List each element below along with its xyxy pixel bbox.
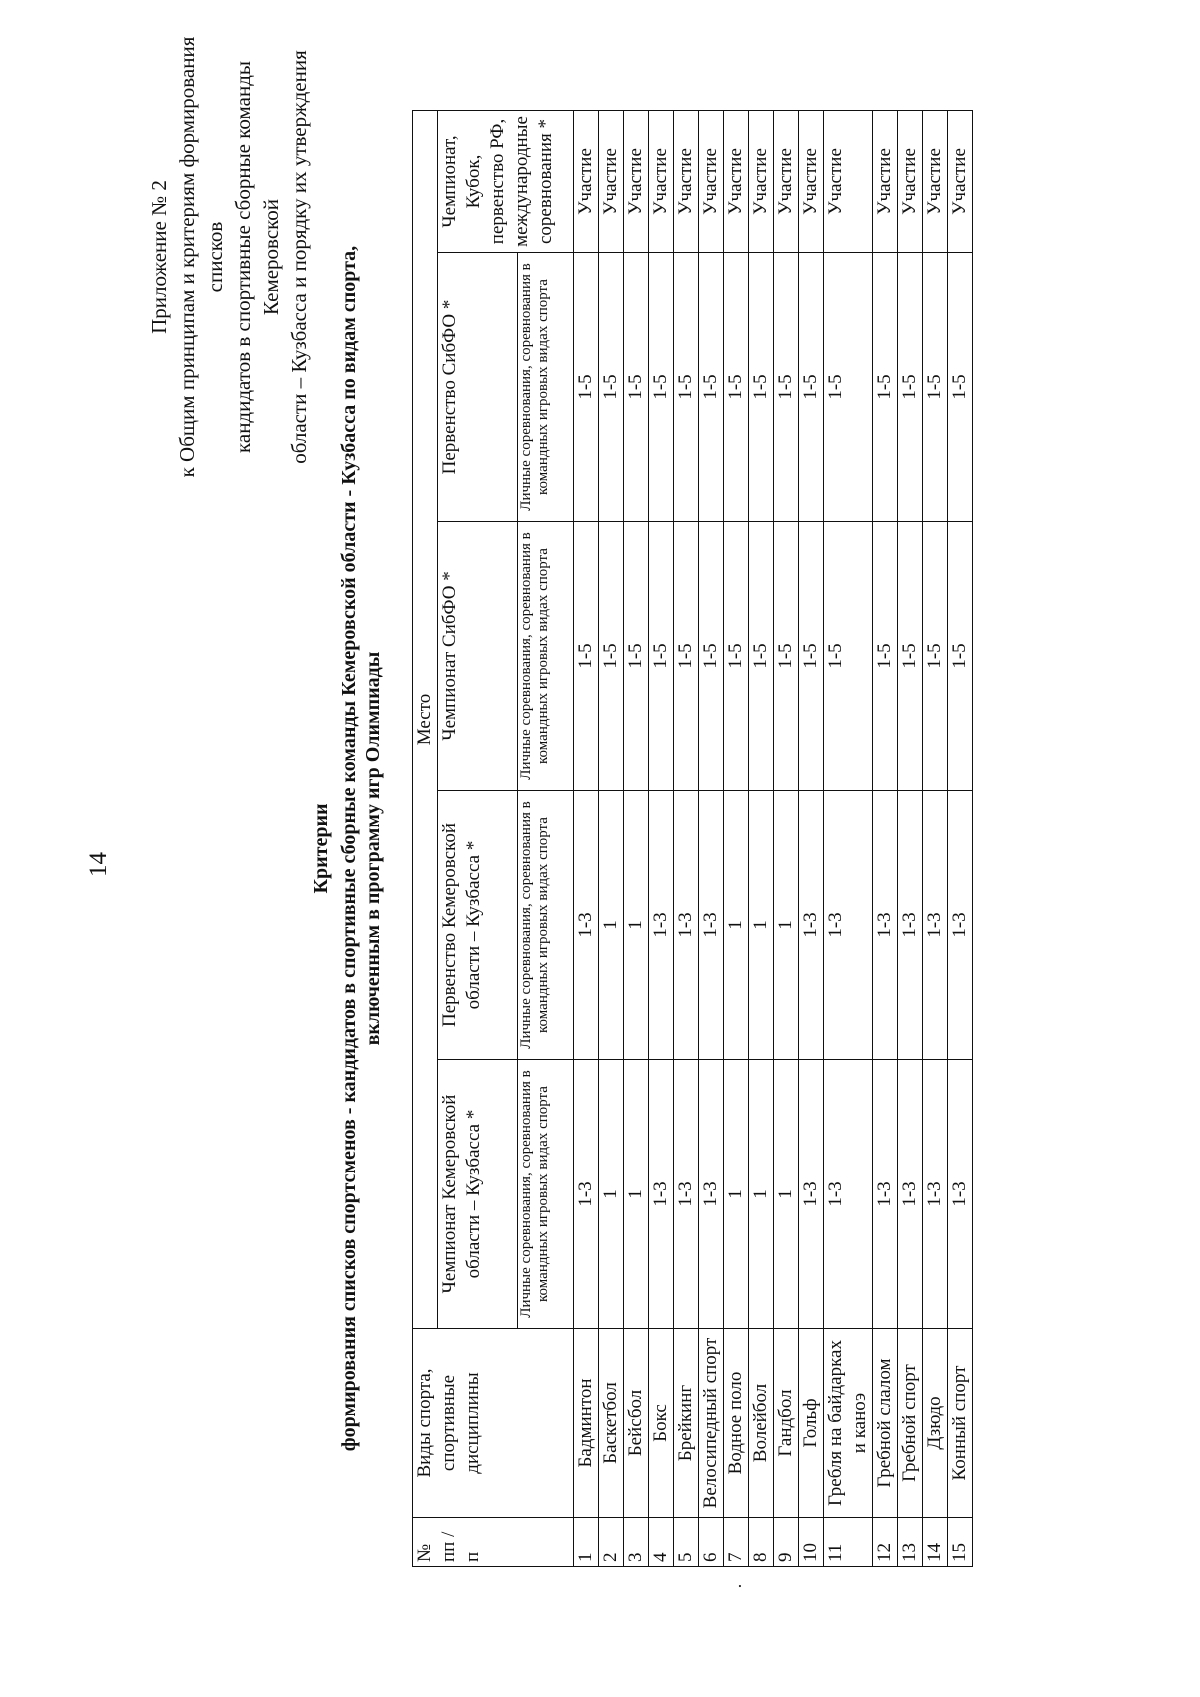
- row-c2: 1: [774, 791, 799, 1060]
- table-row: [749, 111, 774, 1567]
- row-c3: 1-5: [749, 522, 774, 791]
- row-sport: Велосипедный спорт: [699, 1329, 724, 1518]
- row-c5: Участие: [923, 111, 948, 253]
- row-c1: 1: [624, 1060, 649, 1329]
- row-c5: Участие: [749, 111, 774, 253]
- row-sport: Гольф: [799, 1329, 824, 1518]
- row-c5: Участие: [799, 111, 824, 253]
- table-row: [948, 111, 973, 1567]
- table-row: [774, 111, 799, 1567]
- row-c3: 1-5: [574, 522, 599, 791]
- row-c3: 1-5: [824, 522, 873, 791]
- subheader-4: Личные соревнования, соревнования в командных игровых видах спорта: [518, 253, 574, 522]
- annex-block: [145, 17, 313, 497]
- row-c4: 1-5: [898, 253, 923, 522]
- row-c1: 1-3: [699, 1060, 724, 1329]
- row-c4: 1-5: [674, 253, 699, 522]
- row-c1: 1: [774, 1060, 799, 1329]
- row-c2: 1-3: [799, 791, 824, 1060]
- row-c2: 1-3: [824, 791, 873, 1060]
- row-c2: 1-3: [574, 791, 599, 1060]
- row-c4: 1-5: [873, 253, 898, 522]
- row-c2: 1-3: [898, 791, 923, 1060]
- row-c1: 1-3: [824, 1060, 873, 1329]
- row-c2: 1: [599, 791, 624, 1060]
- row-c2: 1: [749, 791, 774, 1060]
- table-row: [574, 111, 599, 1567]
- row-c2: 1-3: [873, 791, 898, 1060]
- row-c4: 1-5: [574, 253, 599, 522]
- table-row: [649, 111, 674, 1567]
- row-num: 14: [923, 1518, 948, 1567]
- table-row: [799, 111, 824, 1567]
- row-c2: 1-3: [948, 791, 973, 1060]
- row-c4: 1-5: [724, 253, 749, 522]
- annex-line-3: кандидатов в спортивные сборные команды Кемеровской: [231, 61, 283, 454]
- row-c2: 1-3: [649, 791, 674, 1060]
- row-c5: Участие: [574, 111, 599, 253]
- row-c3: 1-5: [674, 522, 699, 791]
- row-c3: 1-5: [699, 522, 724, 791]
- row-c1: 1-3: [674, 1060, 699, 1329]
- row-sport: Гребной спорт: [898, 1329, 923, 1518]
- row-c2: 1-3: [923, 791, 948, 1060]
- row-c3: 1-5: [923, 522, 948, 791]
- row-num: 5: [674, 1518, 699, 1567]
- row-c5: Участие: [824, 111, 873, 253]
- row-c3: 1-5: [649, 522, 674, 791]
- row-sport: Гандбол: [774, 1329, 799, 1518]
- row-c4: 1-5: [624, 253, 649, 522]
- row-num: 7: [724, 1518, 749, 1567]
- row-c5: Участие: [873, 111, 898, 253]
- row-num: 9: [774, 1518, 799, 1567]
- row-num: 3: [624, 1518, 649, 1567]
- row-c1: 1-3: [948, 1060, 973, 1329]
- row-sport: Баскетбол: [599, 1329, 624, 1518]
- row-c5: Участие: [674, 111, 699, 253]
- subheader-1: Личные соревнования, соревнования в командных игровых видах спорта: [518, 1060, 574, 1329]
- doc-subtitle-line-2: включенным в программу игр Олимпиады: [362, 651, 384, 1046]
- row-c4: 1-5: [774, 253, 799, 522]
- row-c1: 1: [724, 1060, 749, 1329]
- row-c1: 1-3: [898, 1060, 923, 1329]
- header-sport: Виды спорта, спортивные дисциплины: [413, 1329, 574, 1518]
- row-num: 15: [948, 1518, 973, 1567]
- row-c1: 1-3: [799, 1060, 824, 1329]
- row-sport: Дзюдо: [923, 1329, 948, 1518]
- header-place: Место: [413, 111, 438, 1329]
- row-c3: 1-5: [624, 522, 649, 791]
- row-c2: 1-3: [674, 791, 699, 1060]
- row-c5: Участие: [948, 111, 973, 253]
- table-row: [599, 111, 624, 1567]
- row-c4: 1-5: [699, 253, 724, 522]
- row-sport: Водное поло: [724, 1329, 749, 1518]
- row-c4: 1-5: [948, 253, 973, 522]
- row-c5: Участие: [649, 111, 674, 253]
- row-num: 10: [799, 1518, 824, 1567]
- row-num: 8: [749, 1518, 774, 1567]
- row-c2: 1: [624, 791, 649, 1060]
- row-c5: Участие: [724, 111, 749, 253]
- row-c4: 1-5: [824, 253, 873, 522]
- annex-line-2: к Общим принципам и критериям формирования списков: [175, 36, 227, 478]
- row-num: 13: [898, 1518, 923, 1567]
- row-c1: 1-3: [574, 1060, 599, 1329]
- row-c1: 1-3: [649, 1060, 674, 1329]
- doc-subtitle-line-1: формирования списков спортсменов - кандидатов в спортивные сборные команды Кемеровской области - Кузбасса по видам спорта,: [338, 245, 360, 1452]
- row-num: 6: [699, 1518, 724, 1567]
- row-num: 4: [649, 1518, 674, 1567]
- row-sport: Бадминтон: [574, 1329, 599, 1518]
- table-row: [674, 111, 699, 1567]
- row-c5: Участие: [898, 111, 923, 253]
- row-c4: 1-5: [799, 253, 824, 522]
- row-c4: 1-5: [599, 253, 624, 522]
- header-num: № пп /п: [413, 1518, 574, 1567]
- stray-mark: ·: [730, 1583, 750, 1589]
- row-c2: 1-3: [699, 791, 724, 1060]
- criteria-table: [412, 110, 973, 1567]
- doc-title: Критерии: [310, 803, 332, 894]
- table-row: [624, 111, 649, 1567]
- row-num: 2: [599, 1518, 624, 1567]
- row-sport: Бокс: [649, 1329, 674, 1518]
- row-num: 12: [873, 1518, 898, 1567]
- row-c4: 1-5: [749, 253, 774, 522]
- row-c3: 1-5: [599, 522, 624, 791]
- row-c1: 1: [599, 1060, 624, 1329]
- row-c1: 1-3: [873, 1060, 898, 1329]
- subheader-2: Личные соревнования, соревнования в командных игровых видах спорта: [518, 791, 574, 1060]
- table-row: [923, 111, 948, 1567]
- row-c3: 1-5: [774, 522, 799, 791]
- header-col-5: Чемпионат, Кубок, первенство РФ, международные соревнования *: [438, 111, 574, 253]
- annex-line-4: области – Кузбасса и порядку их утверждения: [287, 50, 311, 464]
- table-row: [724, 111, 749, 1567]
- row-c3: 1-5: [948, 522, 973, 791]
- row-sport: Гребной слалом: [873, 1329, 898, 1518]
- header-col-4: Первенство СибФО *: [438, 253, 518, 522]
- row-sport: Конный спорт: [948, 1329, 973, 1518]
- row-sport: Брейкинг: [674, 1329, 699, 1518]
- row-c5: Участие: [699, 111, 724, 253]
- annex-line-1: Приложение № 2: [147, 180, 171, 334]
- header-col-3: Чемпионат СибФО *: [438, 522, 518, 791]
- row-c5: Участие: [624, 111, 649, 253]
- table-row: [824, 111, 873, 1567]
- table-row: [699, 111, 724, 1567]
- subheader-3: Личные соревнования, соревнования в командных игровых видах спорта: [518, 522, 574, 791]
- row-c1: 1: [749, 1060, 774, 1329]
- row-num: 1: [574, 1518, 599, 1567]
- row-c3: 1-5: [898, 522, 923, 791]
- row-sport: Волейбол: [749, 1329, 774, 1518]
- row-c5: Участие: [774, 111, 799, 253]
- table-row: [873, 111, 898, 1567]
- row-sport: Бейсбол: [624, 1329, 649, 1518]
- row-c5: Участие: [599, 111, 624, 253]
- row-c3: 1-5: [799, 522, 824, 791]
- row-c1: 1-3: [923, 1060, 948, 1329]
- row-c3: 1-5: [873, 522, 898, 791]
- page-number: 14: [85, 852, 112, 877]
- row-c3: 1-5: [724, 522, 749, 791]
- row-num: 11: [824, 1518, 873, 1567]
- row-c4: 1-5: [923, 253, 948, 522]
- row-c2: 1: [724, 791, 749, 1060]
- row-sport: Гребля на байдарках и каноэ: [824, 1329, 873, 1518]
- header-col-1: Чемпионат Кемеровской области – Кузбасса *: [438, 1060, 518, 1329]
- header-col-2: Первенство Кемеровской области – Кузбасса *: [438, 791, 518, 1060]
- table-row: [898, 111, 923, 1567]
- row-c4: 1-5: [649, 253, 674, 522]
